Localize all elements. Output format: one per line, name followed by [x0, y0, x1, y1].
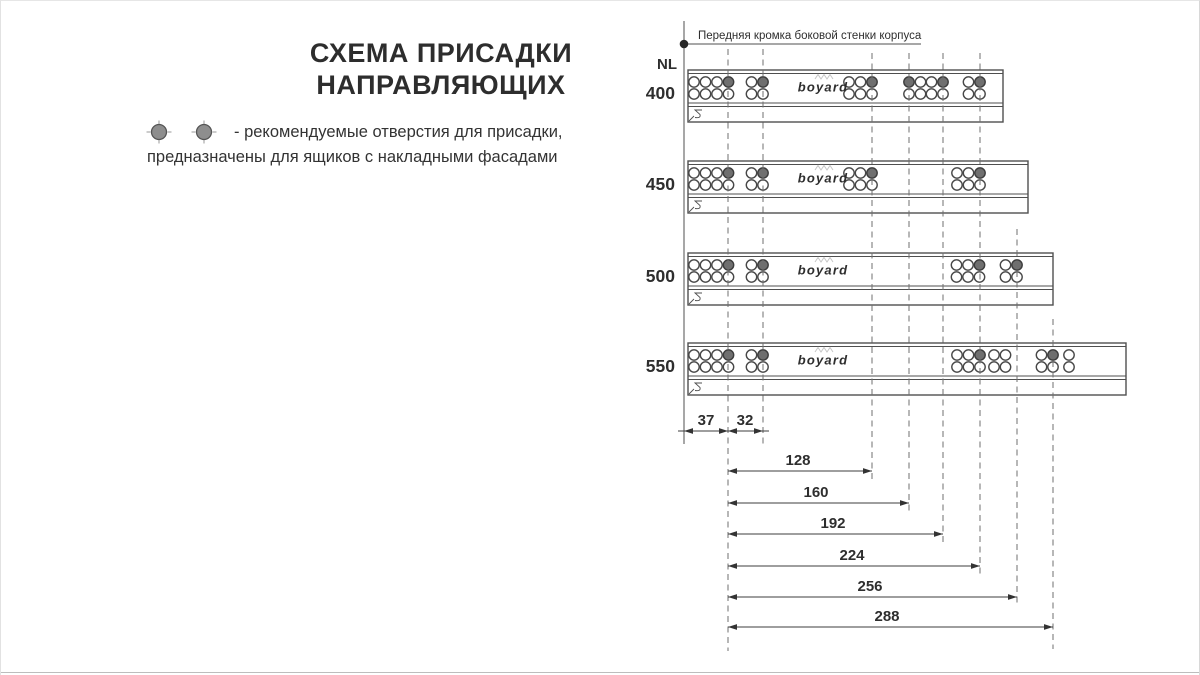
dimension-value-256: 256: [857, 578, 883, 595]
hole: [746, 362, 756, 372]
hole: [746, 77, 756, 87]
hole: [700, 272, 710, 282]
hole: [689, 350, 699, 360]
hole: [746, 89, 756, 99]
hole: [1000, 362, 1010, 372]
hole: [963, 350, 973, 360]
rail-length-label-550: 550: [645, 356, 675, 376]
hole: [855, 89, 865, 99]
legend-hole-symbol-icon: [192, 121, 217, 144]
drilling-diagram: [1, 1, 1200, 675]
hole: [712, 350, 722, 360]
hole: [951, 260, 961, 270]
hole: [963, 168, 973, 178]
hole: [712, 77, 722, 87]
hole: [746, 180, 756, 190]
hole: [952, 362, 962, 372]
hole: [689, 180, 699, 190]
brand-logo: boyard: [797, 170, 849, 186]
hole: [963, 362, 973, 372]
nl-label: NL: [657, 56, 677, 73]
hole: [963, 180, 973, 190]
hole: [926, 89, 936, 99]
dimension-192: [728, 515, 943, 537]
hole: [1064, 350, 1074, 360]
hole: [700, 350, 710, 360]
rail-550: [646, 343, 1126, 395]
hole: [963, 89, 973, 99]
page-title-line1: СХЕМА ПРИСАДКИ: [309, 38, 573, 68]
hole: [1064, 362, 1074, 372]
dimension-value-224: 224: [839, 547, 865, 564]
dimension-128: [728, 452, 872, 474]
dimension-224: [728, 547, 980, 569]
hole: [689, 89, 699, 99]
rail-500: [646, 253, 1053, 305]
hole: [963, 77, 973, 87]
hole: [700, 180, 710, 190]
hole: [712, 260, 722, 270]
hole: [1000, 272, 1010, 282]
hole: [746, 260, 756, 270]
hole: [855, 77, 865, 87]
hole: [700, 168, 710, 178]
hole: [689, 168, 699, 178]
dimension-value-128: 128: [785, 452, 811, 469]
hole: [951, 272, 961, 282]
hole: [700, 77, 710, 87]
hole: [1036, 350, 1046, 360]
hole: [952, 350, 962, 360]
legend-text-line2: предназначены для ящиков с накладными фасадами: [147, 148, 558, 166]
dimension-288: [728, 608, 1053, 630]
dimension-32: [728, 412, 769, 434]
hole: [746, 350, 756, 360]
legend-text-line1: - рекомендуемые отверстия для присадки,: [234, 123, 563, 141]
hole: [689, 260, 699, 270]
dimension-value-288: 288: [874, 608, 900, 625]
rail-400: [646, 70, 1003, 122]
rail-length-label-450: 450: [645, 174, 675, 194]
brand-logo: boyard: [797, 262, 849, 278]
dimension-value-192: 192: [820, 515, 846, 532]
hole: [689, 362, 699, 372]
rail-length-label-400: 400: [645, 83, 675, 103]
hole: [963, 260, 973, 270]
hole: [926, 77, 936, 87]
brand-logo: boyard: [797, 79, 849, 95]
page-title-line2: НАПРАВЛЯЮЩИХ: [316, 70, 566, 100]
dimension-160: [728, 484, 909, 506]
brand-logo: boyard: [797, 352, 849, 368]
hole: [712, 89, 722, 99]
hole: [700, 260, 710, 270]
hole: [989, 350, 999, 360]
hole: [952, 180, 962, 190]
hole: [1000, 350, 1010, 360]
page-title: [271, 37, 611, 101]
dimension-256: [728, 578, 1017, 600]
hole: [712, 180, 722, 190]
dimension-value-32: 32: [736, 412, 754, 429]
dimension-value-160: 160: [803, 484, 829, 501]
hole: [989, 362, 999, 372]
hole: [746, 272, 756, 282]
dimension-value-37: 37: [697, 412, 715, 429]
rail-450: [646, 161, 1028, 213]
hole: [855, 180, 865, 190]
hole: [915, 77, 925, 87]
hole: [700, 89, 710, 99]
hole: [712, 362, 722, 372]
hole: [712, 272, 722, 282]
hole: [689, 272, 699, 282]
front-edge-dot: [680, 40, 689, 49]
hole: [915, 89, 925, 99]
hole: [1036, 362, 1046, 372]
hole: [712, 168, 722, 178]
front-edge-note: Передняя кромка боковой стенки корпуса: [698, 30, 922, 42]
hole: [855, 168, 865, 178]
dimension-37: [678, 412, 728, 434]
hole: [963, 272, 973, 282]
rail-length-label-500: 500: [645, 266, 675, 286]
hole: [952, 168, 962, 178]
hole: [1000, 260, 1010, 270]
hole: [700, 362, 710, 372]
hole: [746, 168, 756, 178]
hole: [689, 77, 699, 87]
legend-hole-symbol-icon: [147, 121, 172, 144]
